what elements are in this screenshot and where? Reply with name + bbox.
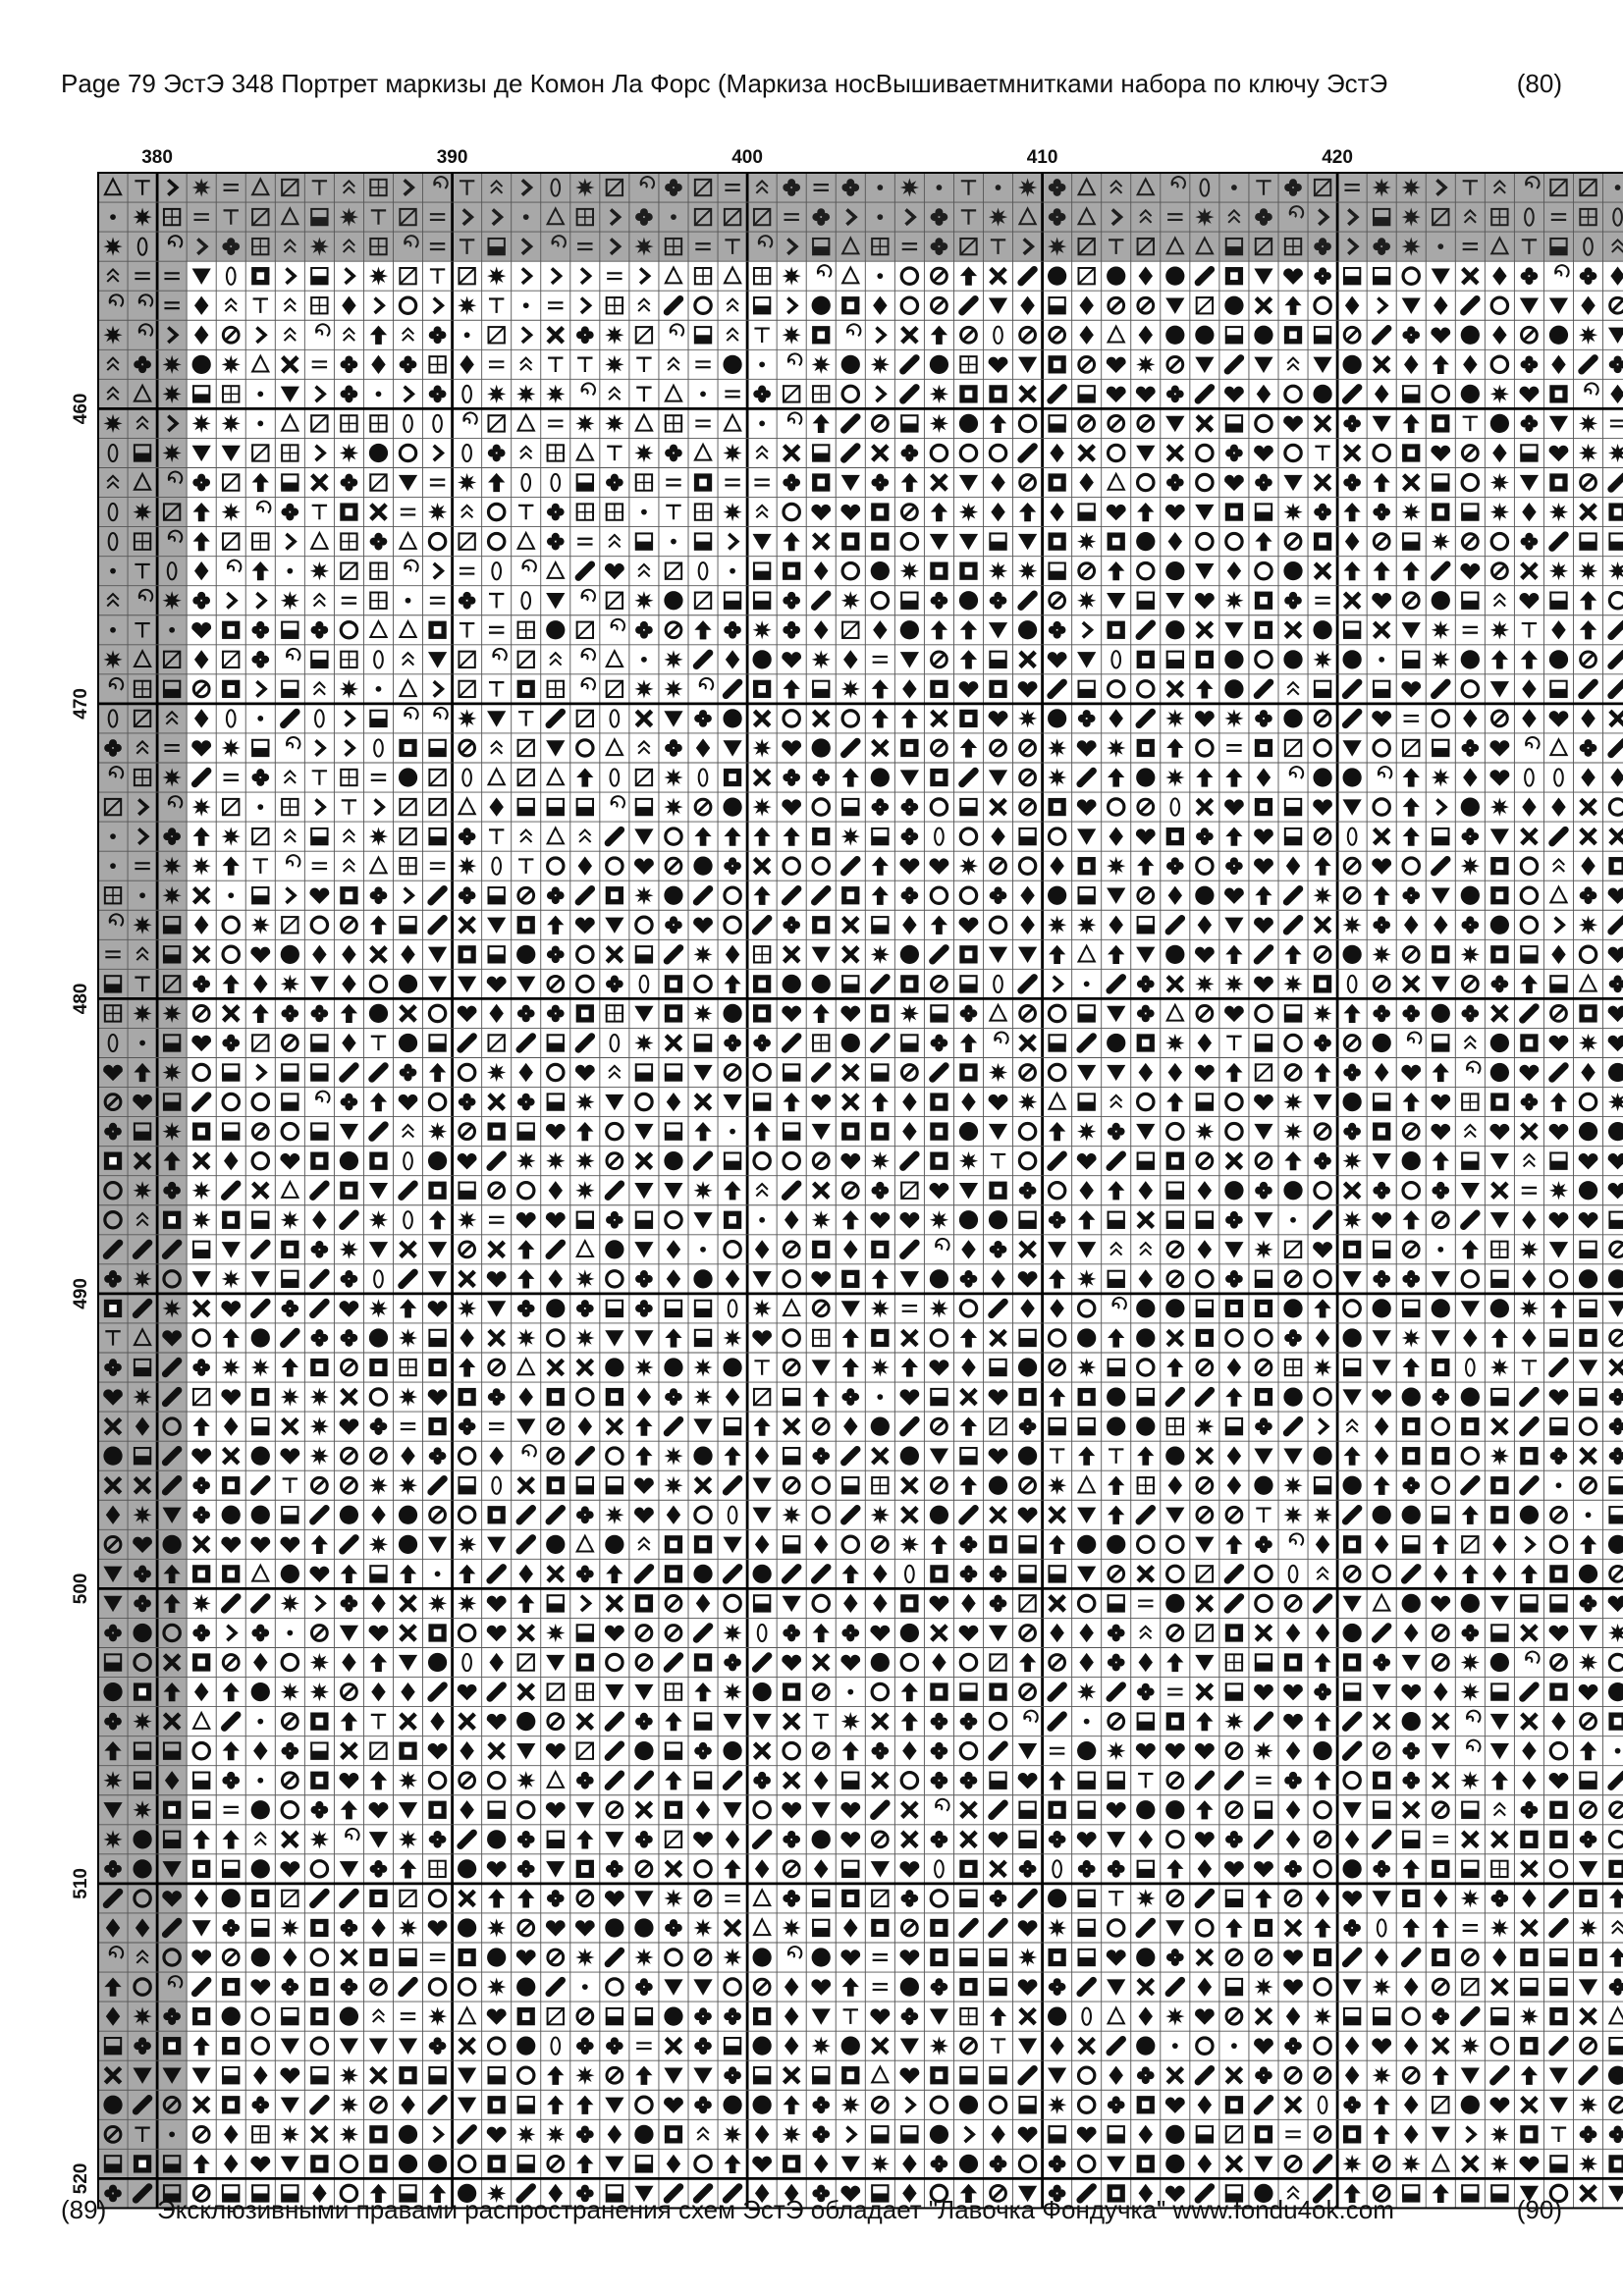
page-header-title: Page 79 ЭстЭ 348 Портрет маркизы де Комон Ла Форс (Маркиза носВышиваетмнитками набора по ключу ЭстЭ bbox=[61, 69, 1388, 98]
row-label-520: 520 bbox=[71, 2163, 91, 2195]
column-label-390: 390 bbox=[436, 147, 468, 168]
column-label-420: 420 bbox=[1322, 147, 1353, 168]
row-label-460: 460 bbox=[71, 393, 91, 425]
page-number-bottom-left: (89) bbox=[61, 2195, 107, 2224]
page-number-bottom-right: (90) bbox=[1516, 2195, 1562, 2224]
copyright-notice: Эксклюзивными правами распространения схем ЭстЭ обладает "Лавочка Фондучка" www.fondu4ok.com bbox=[157, 2195, 1394, 2224]
column-label-400: 400 bbox=[731, 147, 763, 168]
column-label-380: 380 bbox=[141, 147, 173, 168]
pattern-symbols bbox=[103, 177, 1623, 2203]
row-label-470: 470 bbox=[71, 688, 91, 720]
column-label-410: 410 bbox=[1026, 147, 1058, 168]
row-label-480: 480 bbox=[71, 983, 91, 1015]
row-label-500: 500 bbox=[71, 1573, 91, 1605]
row-label-510: 510 bbox=[71, 1868, 91, 1899]
page-number-top: (80) bbox=[1516, 69, 1562, 98]
row-label-490: 490 bbox=[71, 1278, 91, 1309]
